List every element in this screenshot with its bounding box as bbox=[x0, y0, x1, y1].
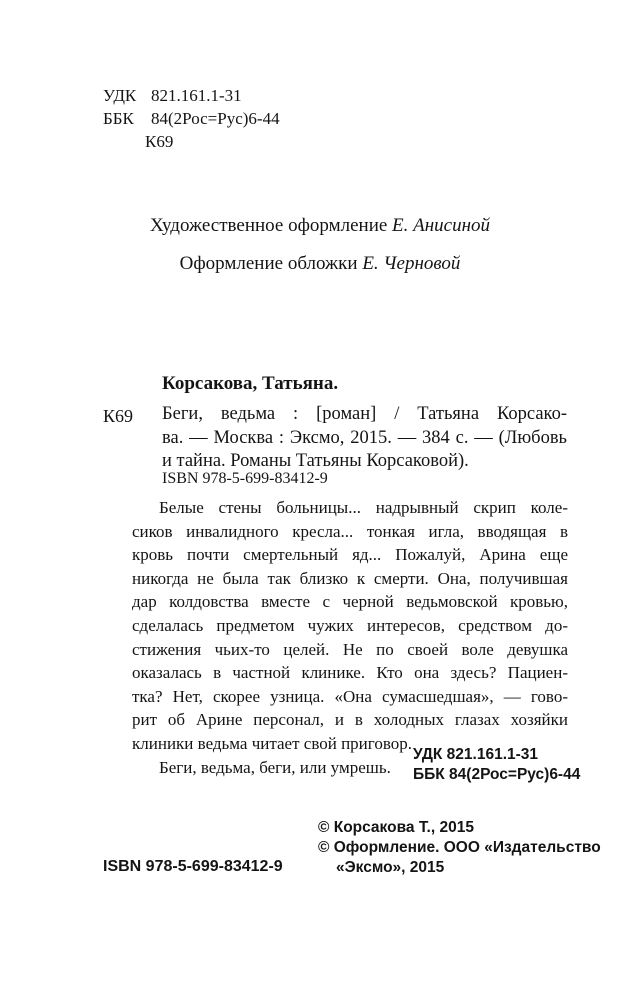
bottom-isbn: ISBN 978-5-699-83412-9 bbox=[103, 858, 283, 875]
annotation-line: клиники ведьма читает свой приговор. bbox=[132, 733, 412, 753]
cover-credit-name: Е. Черновой bbox=[362, 253, 461, 274]
catalog-line: ва. — Москва : Эксмо, 2015. — 384 с. — (Любовь bbox=[162, 427, 567, 448]
copyright-author: © Корсакова Т., 2015 bbox=[318, 819, 474, 836]
catalog-k-code: К69 bbox=[103, 406, 134, 426]
bbk-value: 84(2Рос=Рус)6-44 bbox=[151, 109, 280, 128]
annotation-line: кровь почти смертельный яд... Пожалуй, Арина еще bbox=[132, 545, 568, 565]
udk-row bbox=[103, 84, 280, 107]
annotation-line: сиков инвалидного кресла... тонкая игла, вводящая в bbox=[132, 521, 568, 541]
art-credit-name: Е. Анисиной bbox=[392, 215, 491, 236]
catalog-author: Корсакова, Татьяна. bbox=[162, 373, 339, 394]
annotation-final: Беги, ведьма, беги, или умрешь. bbox=[159, 757, 391, 777]
annotation-line: никогда не была так близко к смерти. Она, получившая bbox=[132, 568, 568, 588]
bottom-bbk: ББК 84(2Рос=Рус)6-44 bbox=[413, 766, 581, 783]
catalog-isbn: ISBN 978-5-699-83412-9 bbox=[162, 470, 328, 487]
art-credit bbox=[0, 215, 640, 237]
bbk-row bbox=[103, 107, 280, 130]
annotation-line: тка? Нет, скорее узница. «Она сумасшедшая», — гово- bbox=[132, 686, 568, 706]
annotation bbox=[132, 496, 568, 779]
bbk-label: ББК bbox=[103, 109, 134, 128]
classification-codes bbox=[103, 84, 280, 153]
catalog-line: и тайна. Романы Татьяны Корсаковой). bbox=[162, 451, 469, 471]
annotation-line: сделалась предметом чужих интересов, средством до- bbox=[132, 615, 568, 635]
copyright-design: © Оформление. ООО «Издательство bbox=[318, 839, 601, 856]
bottom-codes bbox=[413, 745, 580, 785]
annotation-line: дар колдовства вместе с черной ведьмовской кровью, bbox=[132, 592, 568, 612]
art-credit-label: Художественное оформление bbox=[149, 215, 388, 236]
catalog-line: Беги, ведьма : [роман] / Татьяна Корсако- bbox=[162, 404, 567, 424]
author-sign: К69 bbox=[145, 132, 174, 151]
cover-credit-label: Оформление обложки bbox=[179, 253, 358, 274]
copyright-publisher: «Эксмо», 2015 bbox=[336, 859, 445, 876]
catalog-description bbox=[162, 403, 567, 474]
cover-credit bbox=[0, 253, 640, 275]
annotation-line: оказалась в частной клинике. Кто она здесь? Пациен- bbox=[132, 663, 568, 683]
annotation-line: рит об Арине персонал, и в холодных глазах хозяйки bbox=[132, 710, 568, 730]
bottom-udk: УДК 821.161.1-31 bbox=[413, 746, 539, 763]
udk-label: УДК bbox=[103, 86, 137, 105]
udk-value: 821.161.1-31 bbox=[151, 86, 242, 105]
copyright-block bbox=[318, 818, 601, 878]
annotation-line: стижения чьих-то целей. Не по своей воле девушка bbox=[132, 639, 568, 659]
annotation-line: Белые стены больницы... надрывный скрип коле- bbox=[159, 498, 568, 517]
